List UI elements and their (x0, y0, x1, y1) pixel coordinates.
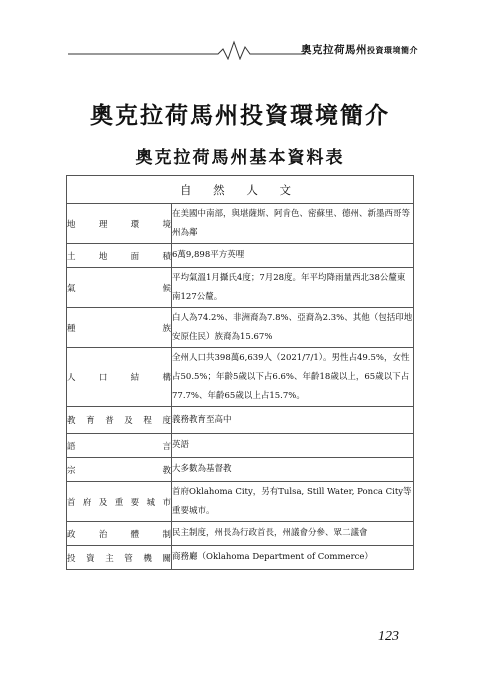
row-value: 白人為74.2%、非洲裔為7.8%、亞裔為2.3%、其他（包括印地安原住民）族裔為15.67% (172, 308, 414, 348)
row-label-text: 教 育 普 及 程 度 (67, 416, 171, 426)
row-label (67, 204, 172, 244)
row-value: 大多數為基督教 (172, 458, 414, 482)
table-row (67, 546, 414, 570)
page-number: 123 (378, 629, 399, 644)
row-value: 6萬9,898平方英哩 (172, 244, 414, 268)
table-row (67, 522, 414, 546)
row-label (67, 407, 172, 434)
table-row (67, 268, 414, 308)
row-label (67, 482, 172, 522)
row-label-text: 政 治 體 制 (67, 529, 171, 540)
row-label (67, 458, 172, 482)
row-value: 義務教育至高中 (172, 407, 414, 434)
row-label (67, 244, 172, 268)
row-label (67, 434, 172, 458)
table-row (67, 458, 414, 482)
row-label-text: 土 地 面 積 (67, 251, 171, 262)
row-label-text: 氣 候 (67, 283, 171, 294)
table-row (67, 308, 414, 348)
row-value: 平均氣溫1月攝氏4度；7月28度。年平均降雨量西北38公釐東南127公釐。 (172, 268, 414, 308)
row-label-text: 地 理 環 境 (67, 219, 171, 230)
row-label-text: 宗 教 (67, 465, 171, 476)
row-value: 全州人口共398萬6,639人（2021/7/1）。男性占49.5%，女性占50.5%；年齡5歲以下占6.6%、年齡18歲以上，65歲以下占77.7%、年齡65歲以上占15.7%。 (172, 348, 414, 407)
table-row (67, 434, 414, 458)
row-label (67, 546, 172, 570)
table-row (67, 348, 414, 407)
table-row (67, 407, 414, 434)
table-row (67, 482, 414, 522)
row-value: 商務廳（Oklahoma Department of Commerce） (172, 546, 414, 570)
header-title-large: 奧克拉荷馬州 (301, 44, 367, 56)
table-row (67, 244, 414, 268)
row-label-text: 首 府 及 重 要 城 市 (67, 497, 171, 508)
row-label (67, 348, 172, 407)
header-title (301, 42, 418, 57)
row-label-text: 語 言 (67, 441, 171, 452)
row-value: 英語 (172, 434, 414, 458)
table-row (67, 204, 414, 244)
basic-info-table (66, 175, 414, 570)
row-label-text: 人 口 結 構 (67, 373, 171, 383)
row-label-text: 投 資 主 管 機 關 (67, 553, 171, 564)
header-title-small: 投資環境簡介 (367, 46, 418, 55)
row-label (67, 308, 172, 348)
running-header (68, 38, 418, 60)
row-label (67, 522, 172, 546)
row-value: 首府Oklahoma City，另有Tulsa, Still Water, Ponca City等重要城市。 (172, 482, 414, 522)
table-title: 奧克拉荷馬州基本資料表 (135, 148, 345, 168)
page-title: 奧克拉荷馬州投資環境簡介 (90, 103, 390, 129)
row-value: 民主制度，州長為行政首長，州議會分參、眾二議會 (172, 522, 414, 546)
row-label-text: 種 族 (67, 323, 171, 334)
row-value: 在美國中南部，與堪薩斯、阿肯色、密蘇里、德州、新墨西哥等州為鄰 (172, 204, 414, 244)
section-header: 自 然 人 文 (67, 176, 414, 204)
row-label (67, 268, 172, 308)
